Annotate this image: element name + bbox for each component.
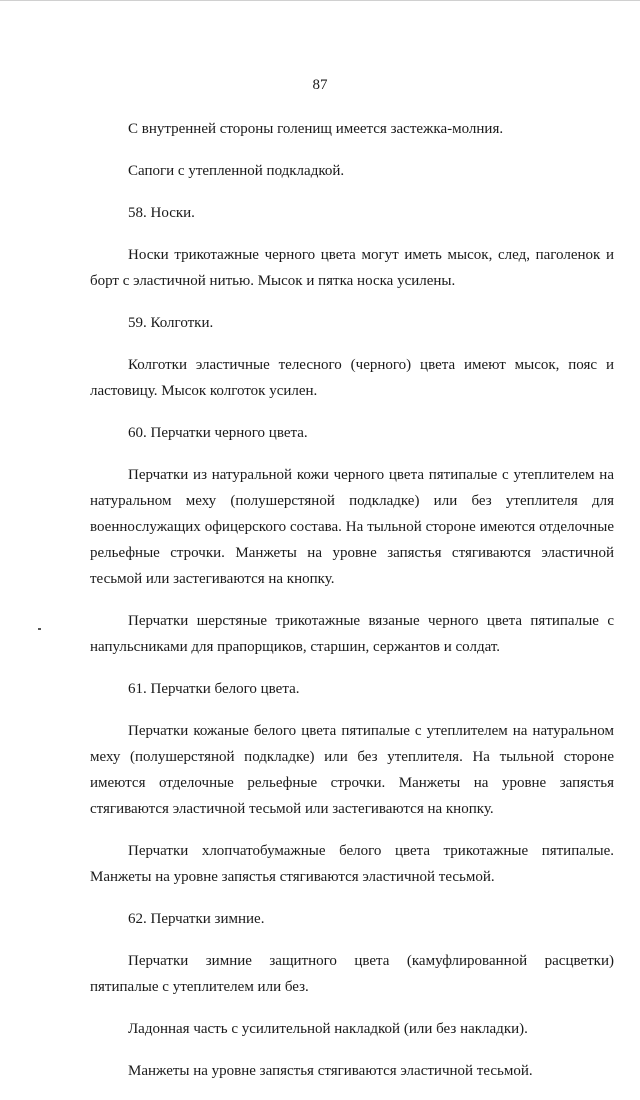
- top-border-line: [0, 0, 640, 1]
- page-number: 87: [312, 77, 328, 93]
- paragraph: Носки трикотажные черного цвета могут иметь мысок, след, паголенок и борт с эластичной нитью. Мысок и пятка носка усилены.: [90, 247, 614, 289]
- section-heading-tights: 59. Колготки.: [128, 315, 214, 331]
- section-heading-white-gloves: 61. Перчатки белого цвета.: [128, 681, 300, 697]
- paragraph: Перчатки хлопчатобумажные белого цвета трикотажные пятипалые. Манжеты на уровне запястья стягиваются эластичной тесьмой.: [90, 843, 614, 885]
- paragraph: Ладонная часть с усилительной накладкой (или без накладки).: [128, 1021, 528, 1037]
- paragraph: Перчатки из натуральной кожи черного цвета пятипалые с утеплителем на натуральном меху (полушерстяной подкладке) или без утеплителя для военнослужащих офицерского состава. На тыльной стороне имеются отделочные рельефные строчки. Манжеты на уровне запястья стягиваются эластичной тесьмой или застегиваются на кнопку.: [90, 467, 614, 587]
- paragraph: Сапоги с утепленной подкладкой.: [128, 163, 345, 179]
- scan-artifact-mark: [38, 628, 41, 630]
- document-body: [90, 116, 614, 1100]
- paragraph: Перчатки кожаные белого цвета пятипалые с утеплителем на натуральном меху (полушерстяной подкладке) или без утеплителя. На тыльной стороне имеются отделочные рельефные строчки. Манжеты на уровне запястья стягиваются эластичной тесьмой или застегиваются на кнопку.: [90, 723, 614, 817]
- paragraph: Колготки эластичные телесного (черного) цвета имеют мысок, пояс и ластовицу. Мысок колготок усилен.: [90, 357, 614, 399]
- paragraph: Перчатки зимние защитного цвета (камуфлированной расцветки) пятипалые с утеплителем или без.: [90, 953, 614, 995]
- section-heading-black-gloves: 60. Перчатки черного цвета.: [128, 425, 308, 441]
- paragraph: Перчатки шерстяные трикотажные вязаные черного цвета пятипалые с напульсниками для прапорщиков, старшин, сержантов и солдат.: [90, 613, 614, 655]
- paragraph: С внутренней стороны голенищ имеется застежка-молния.: [128, 121, 504, 137]
- section-heading-winter-gloves: 62. Перчатки зимние.: [128, 911, 265, 927]
- section-heading-socks: 58. Носки.: [128, 205, 195, 221]
- paragraph: Манжеты на уровне запястья стягиваются эластичной тесьмой.: [128, 1063, 533, 1079]
